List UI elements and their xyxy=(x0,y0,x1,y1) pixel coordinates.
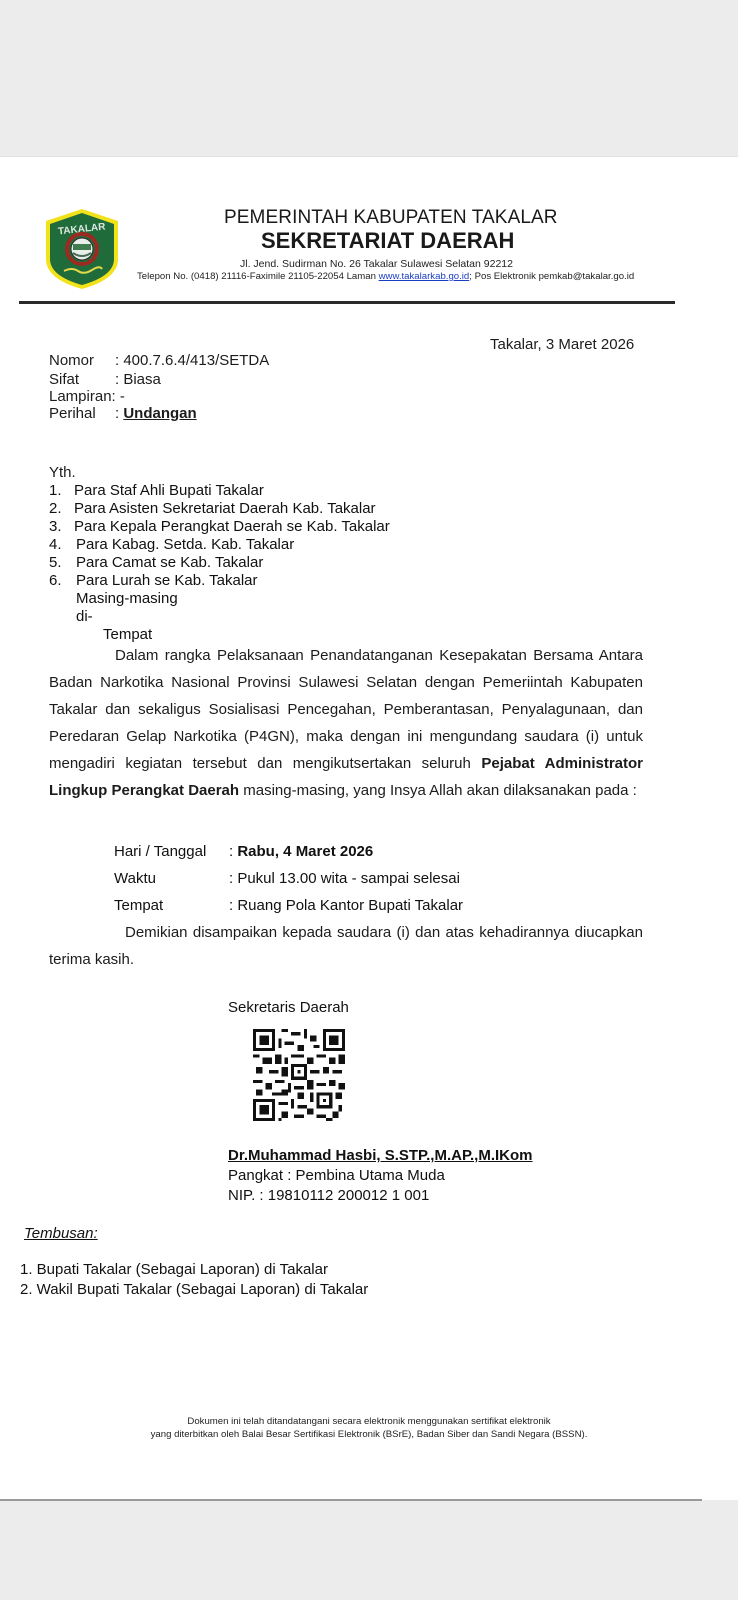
takalar-emblem-icon xyxy=(42,207,122,291)
paragraph-emphasis: Pejabat Administrator Lingkup Perangkat Daerah xyxy=(49,755,643,799)
recipient-item: Para Kabag. Setda. Kab. Takalar xyxy=(76,536,295,553)
perihal-value xyxy=(115,405,197,422)
event-place-label: Tempat xyxy=(114,897,164,914)
perihal-subject: Undangan xyxy=(123,405,197,422)
lampiran-value: - xyxy=(115,388,125,405)
esign-notice-line2: yang diterbitkan oleh Balai Besar Sertifikasi Elektronik (BSrE), Badan Siber dan Sandi Negara (BSSN). xyxy=(150,1429,588,1440)
salutation: Yth. xyxy=(49,464,76,481)
event-date: Rabu, 4 Maret 2026 xyxy=(237,843,374,860)
paragraph-text-end: masing-masing, yang Insya Allah akan dilaksanakan pada : xyxy=(239,782,637,799)
recipient-number: 5. xyxy=(49,554,62,571)
tembusan-item: 2. Wakil Bupati Takalar (Sebagai Laporan) di Takalar xyxy=(20,1281,369,1298)
esign-notice-line1: Dokumen ini telah ditandatangani secara elektronik menggunakan sertifikat elektronik xyxy=(187,1416,551,1427)
recipient-item: Para Staf Ahli Bupati Takalar xyxy=(74,482,264,499)
recipient-number: 4. xyxy=(49,536,62,553)
recipient-number: 6. xyxy=(49,572,62,589)
event-day-label: Hari / Tanggal xyxy=(114,843,207,860)
recipient-item: Para Camat se Kab. Takalar xyxy=(76,554,264,571)
recipient-number: 1. xyxy=(49,482,62,499)
recipient-di: di- xyxy=(76,608,93,625)
event-day-colon: : xyxy=(229,843,238,860)
letterhead-government: PEMERINTAH KABUPATEN TAKALAR xyxy=(224,207,558,228)
qr-code-signature-icon xyxy=(253,1029,345,1121)
page-bottom-edge xyxy=(0,1499,702,1501)
letterhead-divider xyxy=(19,301,675,304)
signatory-title: Sekretaris Daerah xyxy=(228,999,349,1016)
body-paragraph xyxy=(49,642,643,804)
signatory-name: Dr.Muhammad Hasbi, S.STP.,M.AP.,M.IKom xyxy=(228,1147,533,1164)
recipient-item: Para Kepala Perangkat Daerah se Kab. Takalar xyxy=(74,518,390,535)
perihal-colon: : xyxy=(115,405,124,422)
contact-phone: Telepon No. (0418) 21116-Faximile 21105-22054 Laman xyxy=(137,271,379,282)
recipient-number: 2. xyxy=(49,500,62,517)
website-link[interactable]: www.takalarkab.go.id xyxy=(378,271,470,282)
nomor-label: Nomor xyxy=(49,352,95,369)
closing-text: Demikian disampaikan kepada saudara (i) dan atas kehadirannya diucapkan terima kasih. xyxy=(49,924,643,968)
contact-email: ; Pos Elektronik pemkab@takalar.go.id xyxy=(469,271,635,282)
recipient-item: Para Lurah se Kab. Takalar xyxy=(76,572,258,589)
letter-date: Takalar, 3 Maret 2026 xyxy=(490,336,635,353)
lampiran-label xyxy=(49,388,125,405)
svg-text:TAKALAR: TAKALAR xyxy=(57,221,106,238)
event-place-value: : Ruang Pola Kantor Bupati Takalar xyxy=(229,897,464,914)
sifat-value: : Biasa xyxy=(115,371,161,388)
closing-paragraph xyxy=(49,919,643,973)
recipient-tempat: Tempat xyxy=(103,626,153,643)
tembusan-item: 1. Bupati Takalar (Sebagai Laporan) di Takalar xyxy=(20,1261,328,1278)
recipient-item: Para Asisten Sekretariat Daerah Kab. Takalar xyxy=(74,500,376,517)
signatory-rank: Pangkat : Pembina Utama Muda xyxy=(228,1167,445,1184)
event-day-value xyxy=(229,843,373,860)
event-time-value: : Pukul 13.00 wita - sampai selesai xyxy=(229,870,460,887)
lampiran-label-text: Lampiran: xyxy=(49,388,116,405)
paragraph-text: Dalam rangka Pelaksanaan Penandatanganan Kesepakatan Bersama Antara Badan Narkotika Nasional Provinsi Sulawesi Selatan dengan Pemeriintah Kabupaten Takalar dan sekaligus Sosialisasi Pencegahan, Pemberantasan, Penyalagunaan, dan Peredaran Gelap Narkotika (P4GN), maka dengan ini mengundang saudara (i) untuk mengadiri kegiatan tersebut dan mengikutsertakan seluruh xyxy=(49,647,643,772)
letterhead-office: SEKRETARIAT DAERAH xyxy=(261,228,515,253)
letterhead-address: Jl. Jend. Sudirman No. 26 Takalar Sulawesi Selatan 92212 xyxy=(240,258,513,270)
recipient-masing: Masing-masing xyxy=(76,590,178,607)
document-page xyxy=(0,156,738,1500)
tembusan-title: Tembusan: xyxy=(24,1225,98,1242)
letterhead-contact xyxy=(137,271,634,282)
nomor-value: : 400.7.6.4/413/SETDA xyxy=(115,352,270,369)
event-time-label: Waktu xyxy=(114,870,156,887)
signatory-nip: NIP. : 19810112 200012 1 001 xyxy=(228,1187,430,1204)
perihal-label: Perihal xyxy=(49,405,96,422)
sifat-label: Sifat xyxy=(49,371,80,388)
recipient-number: 3. xyxy=(49,518,62,535)
